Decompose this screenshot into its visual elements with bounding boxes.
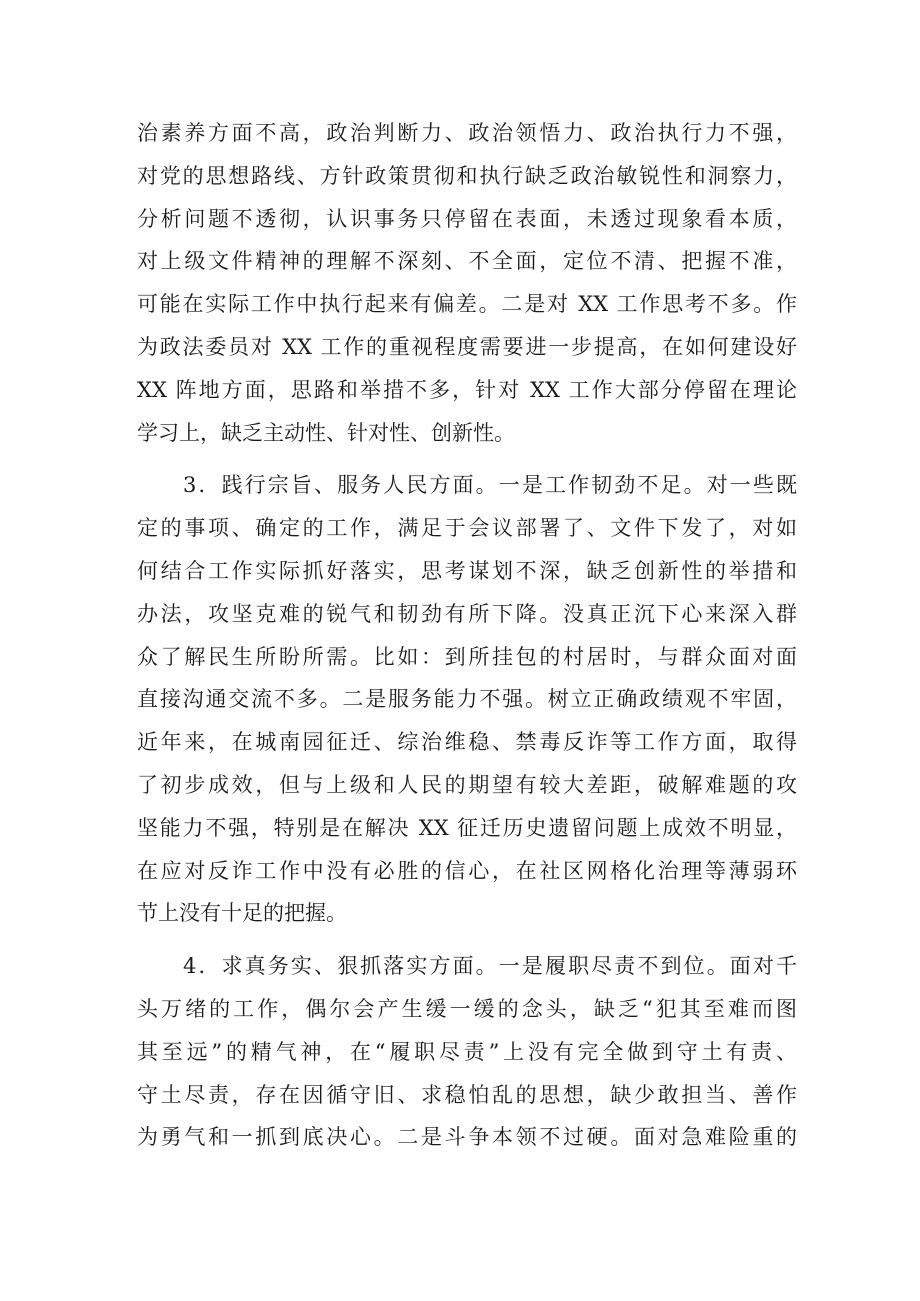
text-line: 在应对反诈工作中没有必胜的信心，在社区网格化治理等薄弱环 (137, 858, 797, 883)
text-line: 定的事项、确定的工作，满足于会议部署了、文件下发了，对如 (137, 516, 797, 541)
paragraph-4-first-line: 4．求真务实、狠抓落实方面。一是履职尽责不到位。面对千 (183, 954, 797, 979)
text-line: 节上没有十足的把握。 (137, 901, 347, 926)
text-line: 坚能力不强，特别是在解决 XX 征迁历史遗留问题上成效不明显， (137, 815, 797, 840)
text-line: 分析问题不透彻，认识事务只停留在表面，未透过现象看本质， (137, 206, 797, 231)
text-line: XX 阵地方面，思路和举措不多，针对 XX 工作大部分停留在理论 (137, 377, 797, 402)
text-line: 直接沟通交流不多。二是服务能力不强。树立正确政绩观不牢固， (137, 687, 797, 712)
text-line: 治素养方面不高，政治判断力、政治领悟力、政治执行力不强， (137, 121, 797, 145)
text-line: 何结合工作实际抓好落实，思考谋划不深，缺乏创新性的举措和 (137, 558, 797, 583)
text-line: 对党的思想路线、方针政策贯彻和执行缺乏政治敏锐性和洞察力， (137, 163, 797, 188)
text-line: 对上级文件精神的理解不深刻、不全面，定位不清、把握不准， (137, 249, 797, 274)
text-line: 学习上，缺乏主动性、针对性、创新性。 (137, 420, 515, 445)
text-line: 守土尽责，存在因循守旧、求稳怕乱的思想，缺少敢担当、善作 (137, 1082, 797, 1107)
text-line: 可能在实际工作中执行起来有偏差。二是对 XX 工作思考不多。作 (137, 292, 797, 317)
text-line: 了初步成效，但与上级和人民的期望有较大差距，破解难题的攻 (137, 772, 797, 797)
text-line: 办法，攻坚克难的锐气和韧劲有所下降。没真正沉下心来深入群 (137, 601, 797, 626)
text-line: 近年来，在城南园征迁、综治维稳、禁毒反诈等工作方面，取得 (137, 730, 797, 755)
text-line: 其至远”的精气神，在“履职尽责”上没有完全做到守土有责、 (137, 1039, 797, 1064)
text-line: 头万绪的工作，偶尔会产生缓一缓的念头，缺乏“犯其至难而图 (137, 996, 797, 1021)
paragraph-3-first-line: 3．践行宗旨、服务人民方面。一是工作韧劲不足。对一些既 (183, 473, 797, 498)
document-body (137, 112, 797, 1159)
text-line: 为勇气和一抓到底决心。二是斗争本领不过硬。面对急难险重的 (137, 1125, 797, 1150)
text-line: 为政法委员对 XX 工作的重视程度需要进一步提高，在如何建设好 (137, 334, 797, 359)
text-line: 众了解民生所盼所需。比如：到所挂包的村居时，与群众面对面 (137, 644, 797, 669)
